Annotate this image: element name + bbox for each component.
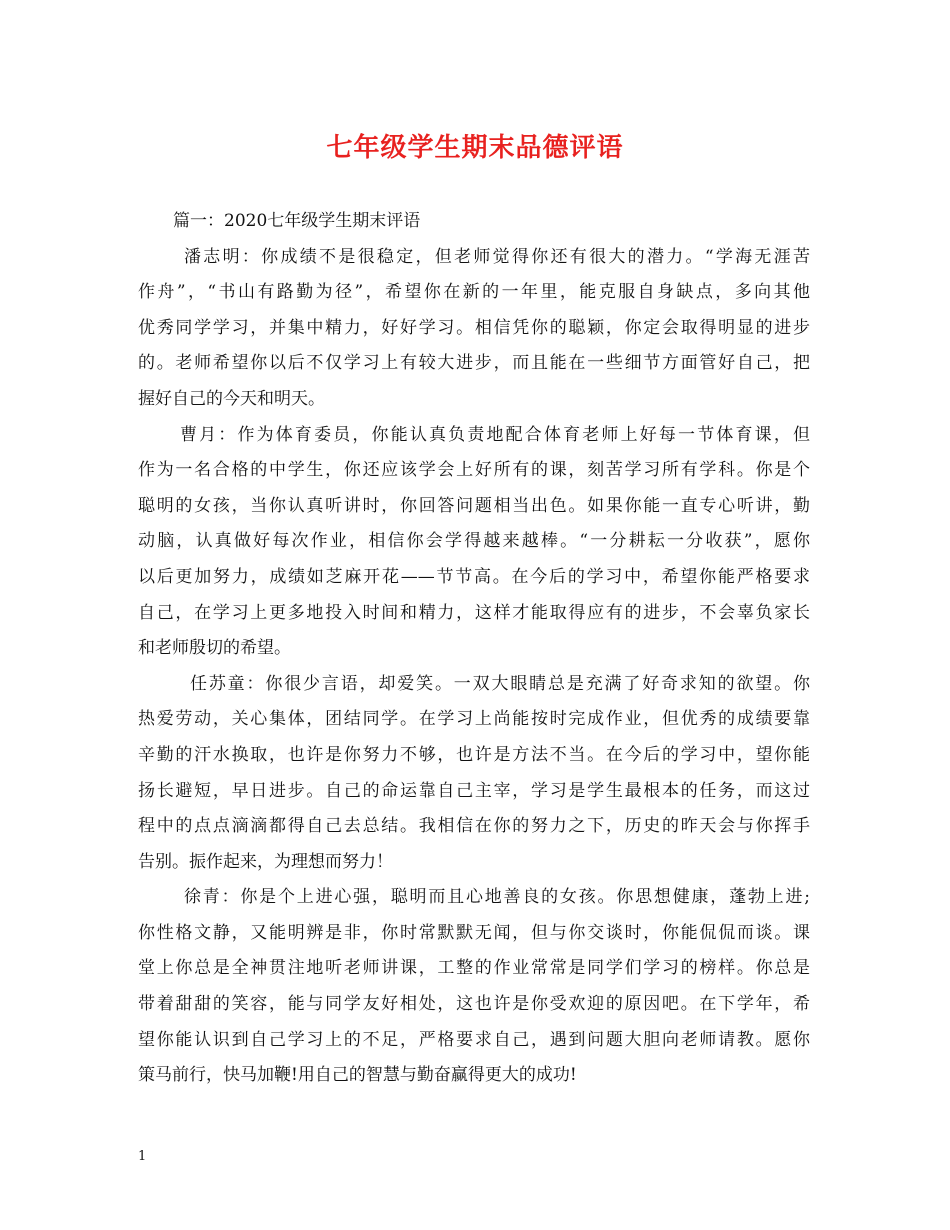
paragraph-line: 望你能认识到自己学习上的不足，严格要求自己，遇到问题大胆向老师请教。愿你 (138, 1029, 810, 1050)
paragraph-line: 程中的点点滴滴都得自己去总结。我相信在你的努力之下，历史的昨天会与你挥手 (138, 816, 810, 837)
paragraph-line: 作为一名合格的中学生，你还应该学会上好所有的课，刻苦学习所有学科。你是个 (138, 460, 810, 481)
paragraph-line: 热爱劳动，关心集体，团结同学。在学习上尚能按时完成作业，但优秀的成绩要靠 (138, 709, 810, 730)
paragraph-line: 你性格文静，又能明辨是非，你时常默默无闻，但与你交谈时，你能侃侃而谈。课 (138, 922, 810, 943)
paragraph-line: 徐青：你是个上进心强，聪明而且心地善良的女孩。你思想健康，蓬勃上进; (184, 887, 810, 908)
paragraph-line: 聪明的女孩，当你认真听讲时，你回答问题相当出色。如果你能一直专心听讲，勤 (138, 495, 810, 516)
page-number: 1 (138, 1149, 147, 1164)
paragraph-ren-sutong (138, 667, 810, 881)
paragraph-line: 和老师殷切的希望。 (138, 638, 291, 659)
paragraph-line: 作舟”，“书山有路勤为径”，希望你在新的一年里，能克服自身缺点，多向其他 (138, 282, 810, 303)
paragraph-line: 握好自己的今天和明天。 (138, 388, 325, 409)
paragraph-line: 动脑，认真做好每次作业，相信你会学得越来越棒。“一分耕耘一分收获”，愿你 (138, 531, 810, 552)
paragraph-line: 的。老师希望你以后不仅学习上有较大进步，而且能在一些细节方面管好自己，把 (138, 353, 810, 374)
paragraph-line: 潘志明：你成绩不是很稳定，但老师觉得你还有很大的潜力。“学海无涯苦 (184, 246, 810, 267)
paragraph-line: 扬长避短，早日进步。自己的命运靠自己主宰，学习是学生最根本的任务，而这过 (138, 780, 810, 801)
document-body (138, 204, 810, 1094)
paragraph-line: 堂上你总是全神贯注地听老师讲课，工整的作业常常是同学们学习的榜样。你总是 (138, 958, 810, 979)
paragraph-line: 带着甜甜的笑容，能与同学友好相处，这也许是你受欢迎的原因吧。在下学年，希 (138, 994, 810, 1015)
paragraph-cao-yue (138, 418, 810, 667)
paragraph-line: 辛勤的汗水换取，也许是你努力不够，也许是方法不当。在今后的学习中，望你能 (138, 744, 810, 765)
paragraph-line: 以后更加努力，成绩如芝麻开花——节节高。在今后的学习中，希望你能严格要求 (138, 566, 810, 587)
paragraph-xu-qing (138, 880, 810, 1094)
section-heading: 篇一：2020七年级学生期末评语 (173, 211, 421, 231)
paragraph-line: 曹月：作为体育委员，你能认真负责地配合体育老师上好每一节体育课，但 (180, 424, 810, 445)
paragraph-line: 策马前行，快马加鞭!用自己的智慧与勤奋赢得更大的成功! (138, 1065, 577, 1086)
paragraph-line: 告别。振作起来，为理想而努力！ (138, 851, 393, 872)
paragraph-line: 优秀同学学习，并集中精力，好好学习。相信凭你的聪颖，你定会取得明显的进步 (138, 317, 810, 338)
paragraph-pan-zhiming (138, 240, 810, 418)
paragraph-line: 任苏童：你很少言语，却爱笑。一双大眼睛总是充满了好奇求知的欲望。你 (190, 673, 810, 694)
paragraph-line: 自己，在学习上更多地投入时间和精力，这样才能取得应有的进步，不会辜负家长 (138, 602, 810, 623)
document-title: 七年级学生期末品德评语 (326, 133, 624, 163)
